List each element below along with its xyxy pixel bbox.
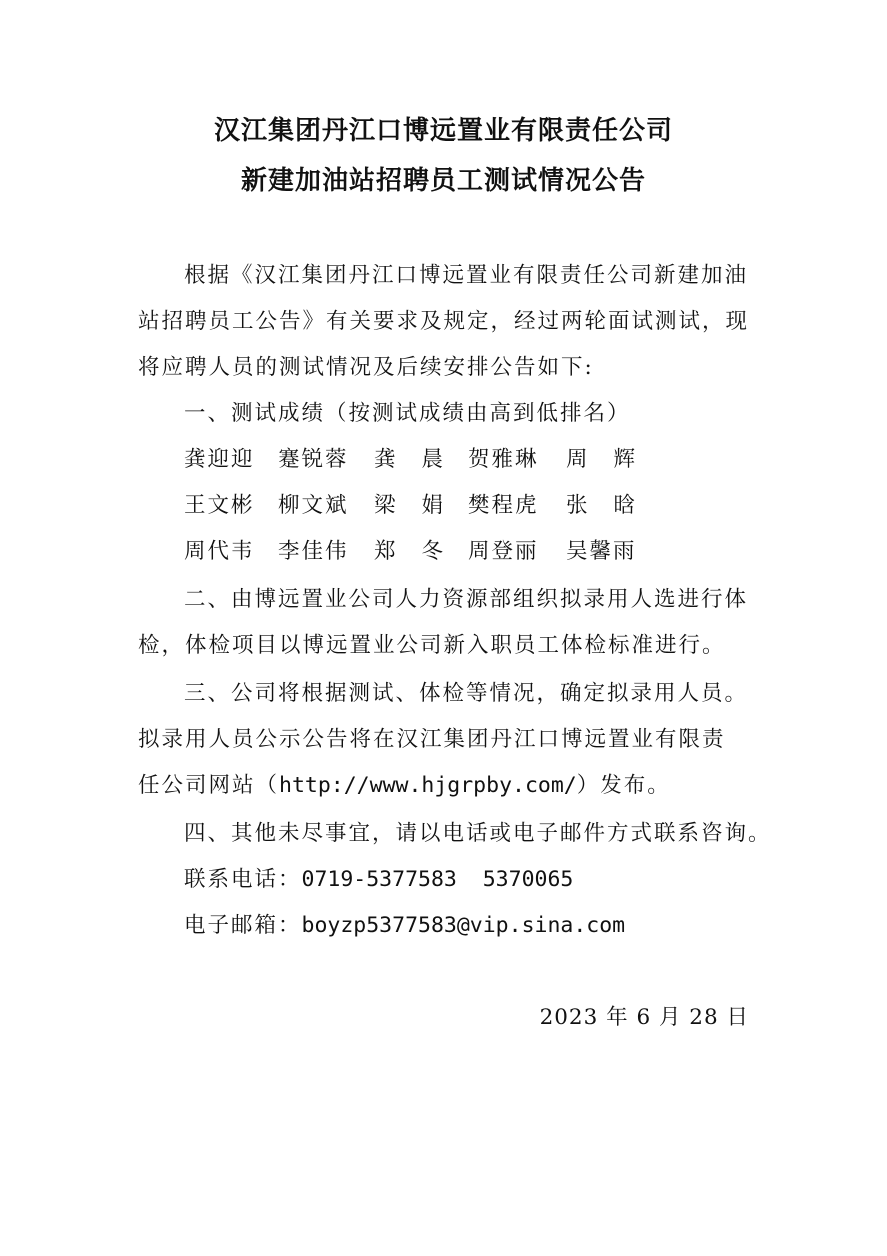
candidate-name: 吴馨雨 bbox=[566, 539, 637, 564]
candidate-name: 周登丽 bbox=[468, 539, 539, 564]
document-date: 2023 年 6 月 28 日 bbox=[539, 1005, 749, 1030]
email-value: boyzp5377583@vip.sina.com bbox=[301, 913, 626, 938]
section-3-line-3 bbox=[138, 768, 671, 799]
candidate-name: 柳文斌 bbox=[278, 493, 349, 518]
candidate-name: 龚迎迎 bbox=[184, 447, 255, 472]
website-url: http://www.hjgrpby.com/ bbox=[279, 773, 577, 798]
document-title-line-2: 新建加油站招聘员工测试情况公告 bbox=[240, 166, 646, 196]
intro-line-3: 将应聘人员的测试情况及后续安排公告如下: bbox=[138, 355, 594, 380]
candidate-name: 蹇锐蓉 bbox=[278, 447, 349, 472]
candidate-name: 郑冬 bbox=[374, 539, 470, 564]
section-2-line-2: 检，体检项目以博远置业公司新入职员工体检标准进行。 bbox=[138, 633, 726, 658]
intro-line-1: 根据《汉江集团丹江口博远置业有限责任公司新建加油 bbox=[184, 263, 749, 288]
candidate-name: 李佳伟 bbox=[278, 539, 349, 564]
candidate-name: 樊程虎 bbox=[468, 493, 539, 518]
contact-email-line bbox=[184, 908, 625, 939]
candidate-name: 龚晨 bbox=[374, 447, 470, 472]
candidate-name: 贺雅琳 bbox=[468, 447, 539, 472]
candidate-name: 周代韦 bbox=[184, 539, 255, 564]
intro-line-2: 站招聘员工公告》有关要求及规定，经过两轮面试测试，现 bbox=[138, 309, 750, 334]
document-title-line-1: 汉江集团丹江口博远置业有限责任公司 bbox=[213, 116, 673, 146]
section-3-line-3-suffix: ）发布。 bbox=[576, 773, 671, 798]
section-3-line-1: 三、公司将根据测试、体检等情况，确定拟录用人员。 bbox=[184, 681, 749, 706]
candidate-name: 王文彬 bbox=[184, 493, 255, 518]
email-label: 电子邮箱： bbox=[184, 913, 302, 938]
section-4-line: 四、其他未尽事宜，请以电话或电子邮件方式联系咨询。 bbox=[184, 821, 772, 846]
section-2-line-1: 二、由博远置业公司人力资源部组织拟录用人选进行体 bbox=[184, 587, 749, 612]
candidate-name: 梁娟 bbox=[374, 493, 470, 518]
phone-value: 0719-5377583 5370065 bbox=[301, 867, 574, 892]
candidate-name: 周辉 bbox=[566, 447, 662, 472]
section-1-heading: 一、测试成绩（按测试成绩由高到低排名） bbox=[184, 401, 631, 426]
candidate-name: 张晗 bbox=[566, 493, 662, 518]
phone-label: 联系电话： bbox=[184, 867, 302, 892]
contact-phone-line bbox=[184, 862, 573, 893]
section-3-line-2: 拟录用人员公示公告将在汉江集团丹江口博远置业有限责 bbox=[138, 727, 726, 752]
section-3-line-3-prefix: 任公司网站（ bbox=[138, 773, 280, 798]
